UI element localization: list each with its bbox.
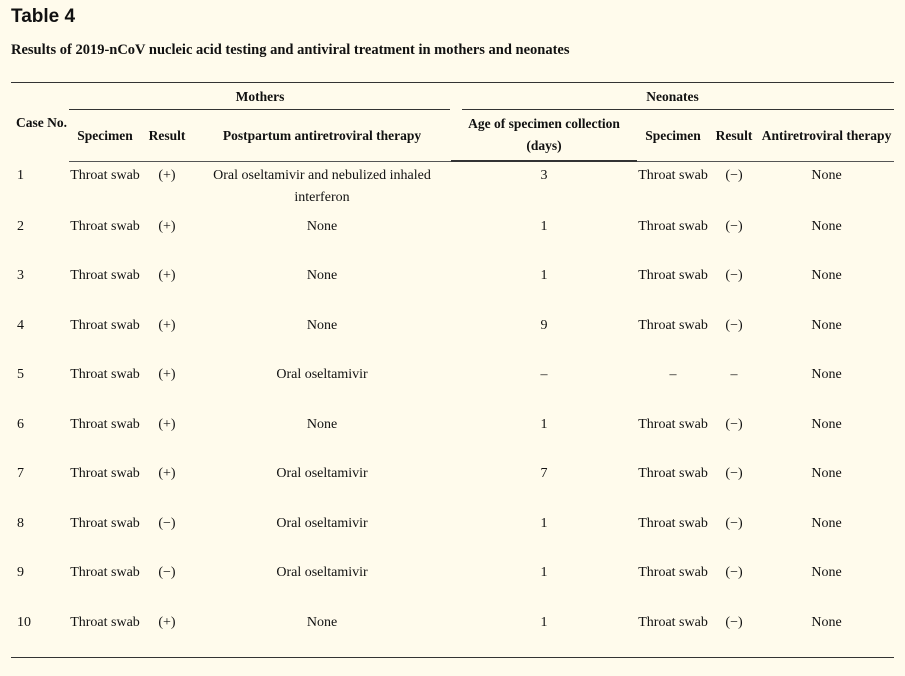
cell-neonate-specimen: Throat swab [638, 565, 708, 580]
table-heading: Table 4 [11, 6, 76, 27]
cell-mother-specimen: Throat swab [70, 317, 140, 333]
cell-neonate-result: (−) [725, 565, 743, 580]
col-header-mother-specimen: Specimen [69, 110, 141, 162]
cell-neonate-result: (−) [725, 268, 743, 283]
cell-mother-specimen: Throat swab [70, 416, 140, 432]
cell-case: 7 [17, 466, 24, 481]
cell-case: 4 [17, 317, 24, 333]
cell-mother-result: (−) [158, 515, 176, 531]
table-row [11, 608, 894, 658]
cell-case: 5 [17, 367, 24, 382]
cell-mother-specimen: Throat swab [70, 218, 140, 234]
group-header-neonates-label: Neonates [646, 88, 699, 104]
table-caption: Results of 2019-nCoV nucleic acid testing and antiviral treatment in mothers and neonates [11, 42, 570, 58]
cell-neonate-specimen: Throat swab [638, 515, 708, 531]
cell-mother-specimen: Throat swab [70, 515, 140, 531]
cell-mother-therapy: Oral oseltamivir [276, 466, 368, 481]
table-row [11, 558, 894, 608]
cell-mother-specimen: Throat swab [70, 367, 140, 382]
cell-mother-specimen: Throat swab [70, 466, 140, 481]
cell-mother-therapy: Oral oseltamivir [276, 367, 368, 382]
cell-neonate-result: (−) [725, 466, 743, 481]
cell-neonate-therapy: None [811, 416, 842, 432]
cell-neonate-specimen: Throat swab [638, 416, 708, 432]
cell-mother-result: (+) [158, 416, 176, 432]
group-header-mothers [69, 83, 451, 110]
col-header-mother-result: Result [141, 110, 193, 162]
neonates-divider [462, 109, 894, 110]
table-row [11, 162, 894, 212]
table-row [11, 509, 894, 559]
table-row [11, 410, 894, 460]
col-header-case-no: Case No. [16, 115, 67, 130]
cell-neonate-therapy: None [811, 367, 842, 382]
cell-neonate-age: 1 [540, 416, 548, 432]
cell-neonate-therapy: None [811, 565, 842, 580]
cell-mother-therapy: Oral oseltamivir [276, 565, 368, 580]
cell-neonate-specimen: Throat swab [638, 268, 708, 283]
cell-neonate-therapy: None [811, 317, 842, 333]
cell-neonate-age: 1 [540, 565, 548, 580]
cell-neonate-age: 1 [540, 218, 548, 234]
cell-case: 10 [17, 614, 31, 630]
cell-neonate-specimen: Throat swab [638, 218, 708, 234]
cell-neonate-specimen: Throat swab [638, 168, 708, 183]
cell-neonate-result: (−) [725, 515, 743, 531]
cell-neonate-age: – [540, 367, 548, 382]
cell-neonate-therapy: None [811, 466, 842, 481]
cell-mother-therapy: None [306, 218, 338, 234]
results-table [11, 82, 894, 658]
cell-neonate-specimen: Throat swab [638, 466, 708, 481]
cell-case: 2 [17, 218, 24, 234]
cell-mother-result: (+) [158, 466, 176, 481]
cell-mother-specimen: Throat swab [70, 268, 140, 283]
cell-mother-result: (+) [158, 218, 176, 234]
group-header-neonates [451, 83, 894, 110]
cell-neonate-age: 1 [540, 515, 548, 531]
col-header-neonate-result: Result [709, 110, 759, 162]
col-header-mother-therapy: Postpartum antiretroviral therapy [193, 110, 451, 162]
cell-mother-result: (+) [158, 614, 176, 630]
group-header-mothers-label: Mothers [235, 88, 285, 104]
cell-case: 3 [17, 268, 24, 283]
cell-case: 6 [17, 416, 24, 432]
cell-neonate-result: (−) [725, 168, 743, 183]
cell-neonate-therapy: None [811, 168, 842, 183]
cell-mother-result: (+) [158, 317, 176, 333]
mothers-divider [69, 109, 450, 110]
cell-mother-therapy: None [306, 614, 338, 630]
cell-mother-therapy: None [306, 317, 338, 333]
cell-mother-therapy: None [306, 416, 338, 432]
cell-neonate-age: 9 [540, 317, 548, 333]
cell-neonate-result: (−) [725, 416, 743, 432]
table-row [11, 360, 894, 410]
table-row [11, 261, 894, 311]
col-header-neonate-age: Age of specimen collection (days) [451, 110, 637, 162]
cell-mother-therapy: Oral oseltamivir [276, 515, 368, 531]
cell-mother-specimen: Throat swab [70, 168, 140, 183]
cell-neonate-therapy: None [811, 268, 842, 283]
cell-neonate-result: (−) [725, 317, 743, 333]
cell-neonate-specimen: Throat swab [638, 317, 708, 333]
cell-mother-result: (+) [158, 168, 176, 183]
cell-mother-specimen: Throat swab [70, 614, 140, 630]
cell-mother-specimen: Throat swab [70, 565, 140, 580]
table-row [11, 311, 894, 361]
cell-mother-result: (+) [158, 367, 176, 382]
cell-neonate-age: 3 [540, 168, 548, 183]
cell-mother-result: (+) [158, 268, 176, 283]
cell-neonate-result: (−) [725, 218, 743, 234]
cell-mother-result: (−) [158, 565, 176, 580]
col-header-neonate-specimen: Specimen [637, 110, 709, 162]
cell-neonate-age: 1 [540, 268, 548, 283]
cell-mother-therapy: Oral oseltamivir and nebulized inhaled interferon [213, 168, 431, 205]
cell-neonate-result: (−) [725, 614, 743, 630]
col-header-neonate-therapy: Antiretroviral therapy [759, 110, 894, 162]
table-row [11, 212, 894, 262]
cell-neonate-result: – [730, 367, 738, 382]
cell-neonate-age: 7 [540, 466, 548, 481]
cell-neonate-specimen: Throat swab [638, 614, 708, 630]
table-row [11, 459, 894, 509]
cell-neonate-specimen: – [669, 367, 677, 382]
cell-mother-therapy: None [306, 268, 338, 283]
cell-case: 8 [17, 515, 24, 531]
cell-neonate-age: 1 [540, 614, 548, 630]
cell-neonate-therapy: None [811, 218, 842, 234]
cell-neonate-therapy: None [811, 614, 842, 630]
cell-neonate-therapy: None [811, 515, 842, 531]
cell-case: 1 [17, 168, 24, 183]
cell-case: 9 [17, 565, 24, 580]
